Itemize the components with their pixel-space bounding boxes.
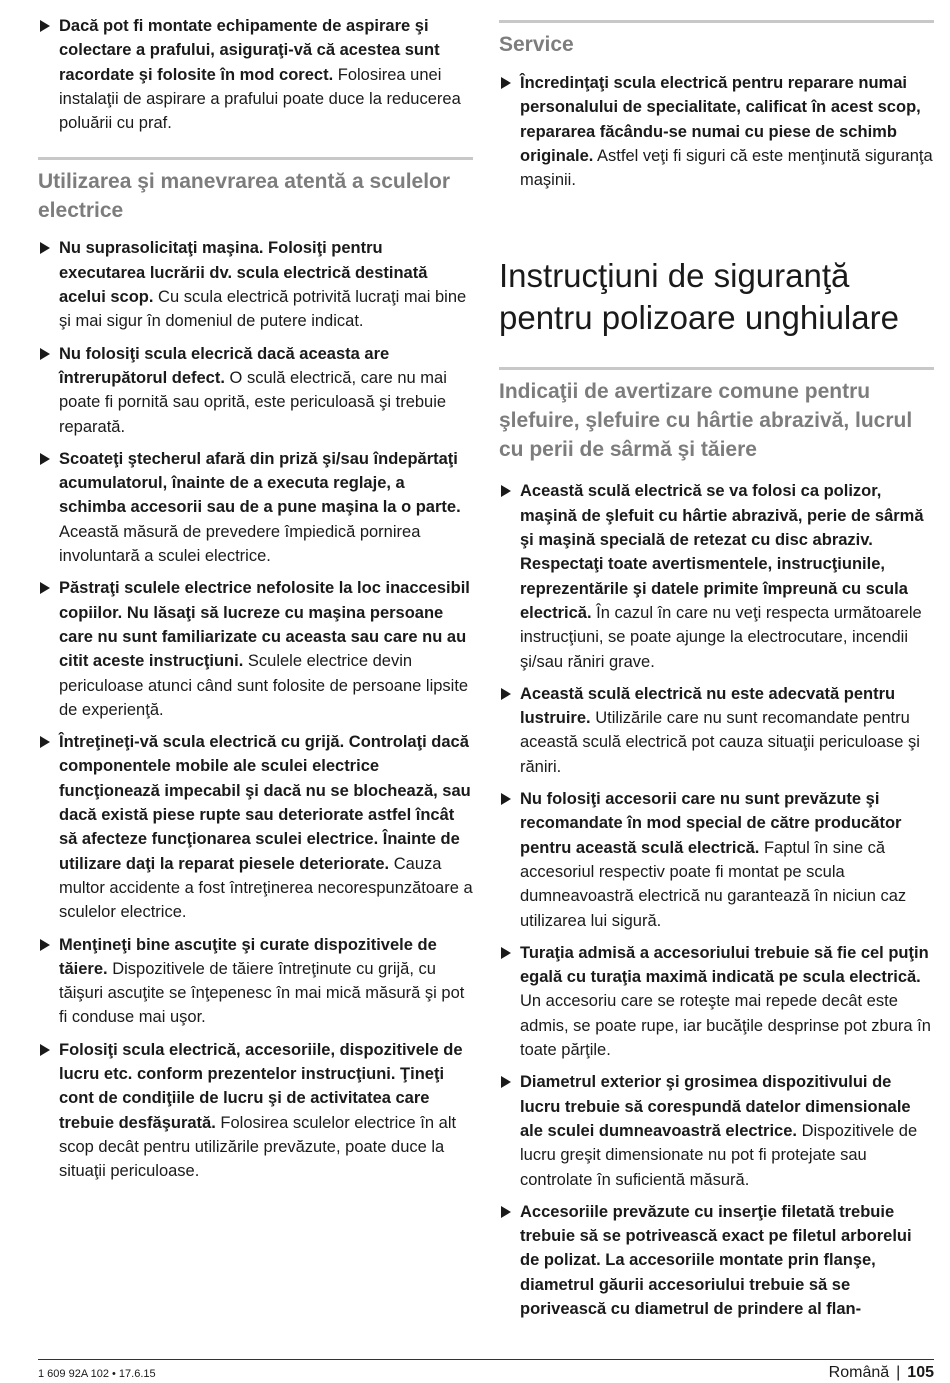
bullet-arrow-icon <box>501 947 511 959</box>
item-bold-text: Întreţineţi-vă scula electrică cu grijă. Controlaţi dacă componentele mobile ale sculei electrice funcţionează impecabil şi dacă nu se blochează, sau dacă există piese rupte sau deteriorate astfel încât să afecteze funcţionarea sculei electrice. Înainte de utilizare daţi la reparat piesele deteriorate. <box>59 733 471 873</box>
item-bold-text: Această sculă electrică nu este adecvată pentru lustruire. <box>520 684 896 728</box>
item-text: Dispozitivele de tăiere întreţinute cu grijă, cu tăişuri ascuţite se înţepenesc în mai mică măsură şi pot fi conduse mai uşor. <box>59 959 465 1027</box>
list-item <box>38 14 473 135</box>
bullet-arrow-icon <box>501 793 511 805</box>
page-title: Instrucţiuni de siguranţă pentru polizoare unghiulare <box>499 257 899 337</box>
list-item <box>499 1200 934 1321</box>
item-bold-text: Dacă pot fi montate echipamente de aspirare şi colectare a prafului, asiguraţi-vă că acestea sunt racordate şi folosite în mod corect. <box>59 17 440 84</box>
bullet-arrow-icon <box>501 1076 511 1088</box>
item-bold-text: Diametrul exterior şi grosimea dispozitivului de lucru trebuie să corespundă datelor dimensionale ale sculei dumneavoastră electrice. <box>520 1073 911 1140</box>
bullet-arrow-icon <box>40 582 50 594</box>
section-heading: Utilizarea şi manevrarea atentă a sculelor electrice <box>38 157 473 225</box>
bullet-arrow-icon <box>501 485 511 497</box>
list-item <box>499 71 934 192</box>
list-item <box>38 576 473 722</box>
item-text: Sculele electrice devin periculoase atunci când sunt folosite de persoane lipsite de experienţă. <box>59 652 469 719</box>
warnings-list <box>499 479 934 1321</box>
intro-list <box>38 14 473 135</box>
item-bold-text: Încredinţaţi scula electrică pentru reparare numai personalului de specialitate, calificat în acest scop, repararea făcându-se numai cu piese de schimb originale. <box>520 74 921 165</box>
list-item <box>499 682 934 779</box>
item-bold-text: Folosiţi scula electrică, accesoriile, dispozitivele de lucru etc. conform prezentelor instrucţiuni. Ţineţi cont de condiţiile de lucru şi de activitatea care trebuie desfăşurată. <box>59 1040 463 1132</box>
bullet-arrow-icon <box>40 939 50 951</box>
item-text: Această măsură de prevedere împiedică pornirea involuntară a sculei electrice. <box>59 522 421 566</box>
bullet-arrow-icon <box>501 688 511 700</box>
bullet-arrow-icon <box>501 77 511 89</box>
bullet-arrow-icon <box>40 242 50 254</box>
footer-page-info <box>829 1364 934 1382</box>
item-text: În cazul în care nu veţi respecta următoarele instrucţiuni, se poate ajunge la electrocutare, incendii şi/sau răniri grave. <box>520 603 922 671</box>
item-bold-text: Accesoriile prevăzute cu inserţie filetată trebuie trebuie să se potrivească exact pe filetul arborelui de polizat. La accesoriile montate prin flanşe, diametrul găurii accesoriului trebuie să se porivească cu diametrul de prindere al flan- <box>520 1202 912 1318</box>
item-bold-text: Menţineţi bine ascuţite şi curate dispozitivele de tăiere. <box>59 935 437 978</box>
list-item <box>499 1070 934 1191</box>
footer-separator: | <box>896 1364 901 1381</box>
bullet-arrow-icon <box>40 348 50 360</box>
item-bold-text: Nu folosiţi scula elecrică dacă aceasta are întrerupătorul defect. <box>59 344 390 387</box>
item-text: Cauza multor accidente a fost întreţinerea necorespunzătoare a sculelor electrice. <box>59 854 473 922</box>
item-text: O sculă electrică, care nu mai poate fi pornită sau oprită, este periculoasă şi trebuie reparată. <box>59 368 447 436</box>
item-text: Un accesoriu care se roteşte mai repede decât este admis, se poate rupe, iar bucăţile desprinse pot zbura în toate părţile. <box>520 992 931 1060</box>
list-item <box>499 941 934 1062</box>
item-text: Faptul în sine că accesoriul respectiv poate fi montat pe scula dumneavoastră electrică nu garantează în niciun caz utilizarea lui sigură. <box>520 838 907 930</box>
list-item <box>499 787 934 933</box>
list-item <box>38 933 473 1030</box>
footer-doc-id: 1 609 92A 102 • 17.6.15 <box>38 1368 156 1380</box>
list-item <box>38 730 473 924</box>
item-text: Folosirea unei instalaţii de aspirare a prafului poate duce la reducerea poluării cu praf. <box>59 65 461 133</box>
item-text: Utilizările care nu sunt recomandate pentru această sculă electrică pot cauza situaţii periculoase şi răniri. <box>520 709 920 776</box>
item-text: Cu scula electrică potrivită lucraţi mai bine şi mai sigur în domeniul de putere indicat. <box>59 288 467 331</box>
left-column <box>38 0 473 1191</box>
list-item <box>38 447 473 568</box>
service-heading: Service <box>499 20 934 59</box>
right-column <box>499 0 934 1329</box>
item-bold-text: Păstraţi sculele electrice nefolosite la loc inaccesibil copiilor. Nu lăsaţi să lucreze cu maşina persoane care nu sunt familiarizate cu aceasta sau care nu au citit aceste instrucţiuni. <box>59 579 470 671</box>
bullet-arrow-icon <box>40 20 50 32</box>
list-item <box>499 479 934 673</box>
item-bold-text: Această sculă electrică se va folosi ca polizor, maşină de şlefuit cu hârtie abrazivă, perie de sârmă şi maşină specială de retezat cu disc abraziv. Respectaţi toate avertismentele, instrucţiunile, reprezentările şi datele primite împreună cu scula electrică. <box>520 482 924 622</box>
list-item <box>38 1038 473 1184</box>
item-bold-text: Turaţia admisă a accesoriului trebuie să fie cel puţin egală cu turaţia maximă indicată pe scula electrică. <box>520 943 929 987</box>
page-number: 105 <box>907 1364 934 1381</box>
item-bold-text: Nu folosiţi accesorii care nu sunt prevăzute şi recomandate în mod special de către producător pentru această sculă electrică. <box>520 790 902 857</box>
service-list <box>499 71 934 192</box>
usage-list <box>38 236 473 1183</box>
bullet-arrow-icon <box>501 1206 511 1218</box>
footer-language: Română <box>828 1364 890 1381</box>
list-item <box>38 236 473 333</box>
item-bold-text: Scoateţi ştecherul afară din priză şi/sau îndepărtaţi acumulatorul, înainte de a executa reglaje, a schimba accesorii sau de a pune maşina la o parte. <box>59 449 461 517</box>
item-text: Astfel veţi fi siguri că este menţinută siguranţa maşinii. <box>520 146 933 190</box>
item-text: Dispozitivele de lucru greşit dimensionate nu pot fi protejate sau controlate în suficientă măsură. <box>520 1121 918 1189</box>
bullet-arrow-icon <box>40 736 50 748</box>
list-item <box>38 342 473 439</box>
item-text: Folosirea sculelor electrice în alt scop decât pentru utilizările prevăzute, poate duce la situaţii periculoase. <box>59 1113 457 1181</box>
item-bold-text: Nu suprasolicitaţi maşina. Folosiţi pentru executarea lucrării dv. scula electrică destinată acelui scop. <box>59 239 428 307</box>
footer-divider <box>38 1359 934 1360</box>
bullet-arrow-icon <box>40 453 50 465</box>
warnings-heading: Indicaţii de avertizare comune pentru şlefuire, şlefuire cu hârtie abrazivă, lucrul cu perii de sârmă şi tăiere <box>499 367 934 464</box>
bullet-arrow-icon <box>40 1044 50 1056</box>
